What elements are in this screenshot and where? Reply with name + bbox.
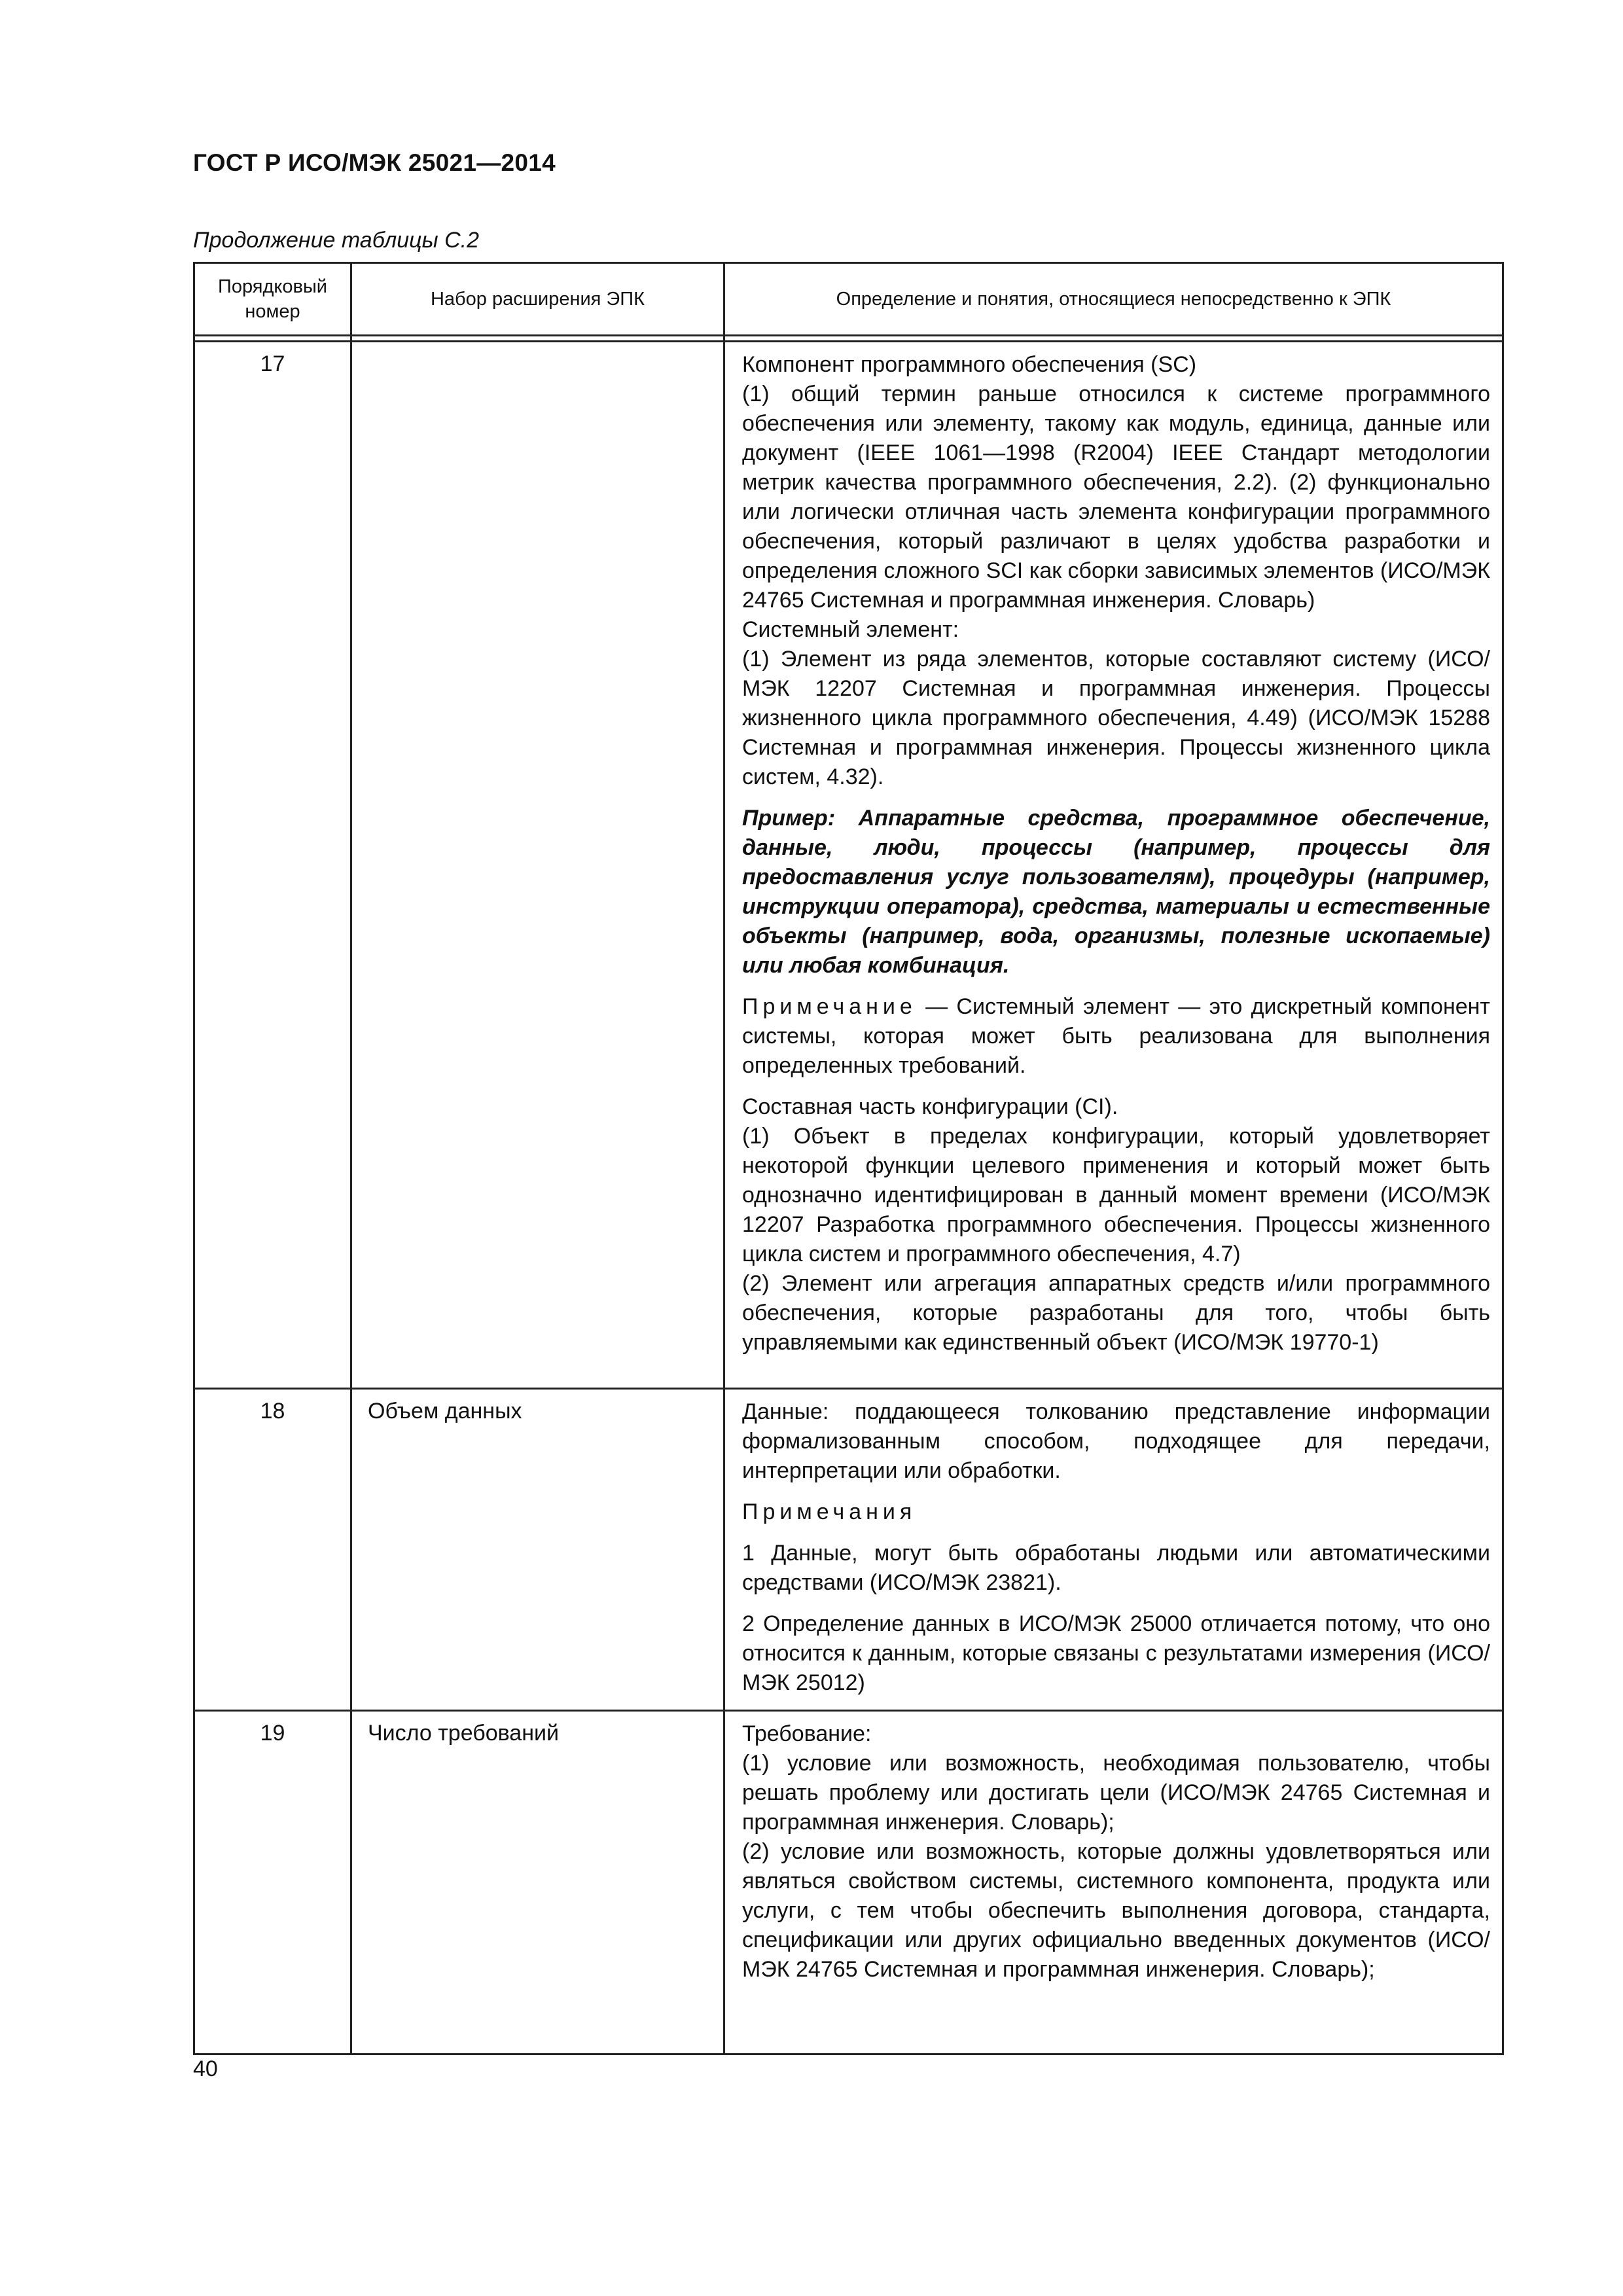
definition-term: Составная часть конфигурации (CI). [742, 1094, 1118, 1119]
note-item: 2 Определение данных в ИСО/МЭК 25000 отличается потому, что оно относится к данным, которые связаны с результатами измерения (ИСО/МЭК 25012) [742, 1611, 1490, 1695]
table-row [194, 1711, 1503, 2054]
table-header [194, 263, 1503, 336]
page-number: 40 [193, 2056, 218, 2081]
definition-text: (1) условие или возможность, необходимая пользователю, чтобы решать проблему или достигать цели (ИСО/МЭК 24765 Системная и программная инженерия. Словарь); [742, 1751, 1490, 1835]
row-definition [724, 342, 1503, 1389]
row-number: 18 [194, 1389, 351, 1711]
definition-term: Требование: [742, 1721, 872, 1746]
row-number: 19 [194, 1711, 351, 2054]
row-number: 17 [194, 342, 351, 1389]
row-definition [724, 1389, 1503, 1711]
definition-text: (2) условие или возможность, которые должны удовлетворяться или являться свойством системы, системного компонента, продукта или услуги, с тем чтобы обеспечить выполнения договора, стандарта, спецификации или других официально введенных документов (ИСО/МЭК 24765 Системная и программная инженерия. Словарь); [742, 1839, 1490, 1982]
definition-term: Системный элемент: [742, 617, 959, 642]
table-row [194, 342, 1503, 1389]
definition-text: (1) Элемент из ряда элементов, которые составляют систему (ИСО/МЭК 12207 Системная и программная инженерия. Процессы жизненного цикла программного обеспечения, 4.49) (ИСО/МЭК 15288 Системная и программная инженерия. Процессы жизненного цикла систем, 4.32). [742, 647, 1490, 789]
header-separator [194, 336, 1503, 342]
definition-text: (1) общий термин раньше относился к системе программного обеспечения или элементу, такому как модуль, единица, данные или документ (IEEE 1061—1998 (R2004) IEEE Стандарт методологии метрик качества программного обеспечения, 2.2). (2) функционально или логически отличная часть элемента конфигурации программного обеспечения, который различают в целях удобства разработки и определения сложного SCI как сборки зависимых элементов (ИСО/МЭК 24765 Системная и программная инженерия. Словарь) [742, 382, 1491, 613]
column-header-extension-set: Набор расширения ЭПК [351, 263, 724, 336]
definition-text: (1) Объект в пределах конфигурации, который удовлетворяет некоторой функции целевого применения и который может быть однозначно идентифицирован в данный момент времени (ИСО/МЭК 12207 Разработка программного обеспечения. Процессы жизненного цикла систем и программного обеспечения, 4.7) [742, 1124, 1490, 1266]
definition-term: Компонент программного обеспечения (SC) [742, 352, 1197, 377]
column-header-number: Порядковый номер [194, 263, 351, 336]
example-text: Пример: Аппаратные средства, программное обеспечение, данные, люди, процессы (например, процессы для предоставления услуг пользователям), процедуры (например, инструкции оператора), средства, материалы и естественные объекты (например, вода, организмы, полезные ископаемые) или любая комбинация. [742, 806, 1490, 978]
definition-text: (2) Элемент или агрегация аппаратных средств и/или программного обеспечения, которые разработаны для того, чтобы быть управляемыми как единственный объект (ИСО/МЭК 19770-1) [742, 1271, 1490, 1355]
row-extension-set: Число требований [351, 1711, 724, 2054]
column-header-definition: Определение и понятия, относящиеся непосредственно к ЭПК [724, 263, 1503, 336]
row-extension-set [351, 342, 724, 1389]
note-item: 1 Данные, могут быть обработаны людьми или автоматическими средствами (ИСО/МЭК 23821). [742, 1541, 1490, 1595]
table-caption: Продолжение таблицы С.2 [193, 228, 479, 253]
note-paragraph [742, 992, 1490, 1081]
continuation-table [193, 262, 1504, 2055]
note-label: Примечание [742, 994, 917, 1019]
notes-label: Примечания [742, 1499, 917, 1524]
note-text: — Системный элемент — это дискретный компонент системы, которая может быть реализована для выполнения определенных требований. [742, 994, 1490, 1078]
definition-text: Данные: поддающееся толкованию представление информации формализованным способом, подходящее для передачи, интерпретации или обработки. [742, 1399, 1490, 1483]
row-extension-set: Объем данных [351, 1389, 724, 1711]
document-header: ГОСТ Р ИСО/МЭК 25021—2014 [193, 149, 556, 176]
row-definition [724, 1711, 1503, 2054]
table-row [194, 1389, 1503, 1711]
